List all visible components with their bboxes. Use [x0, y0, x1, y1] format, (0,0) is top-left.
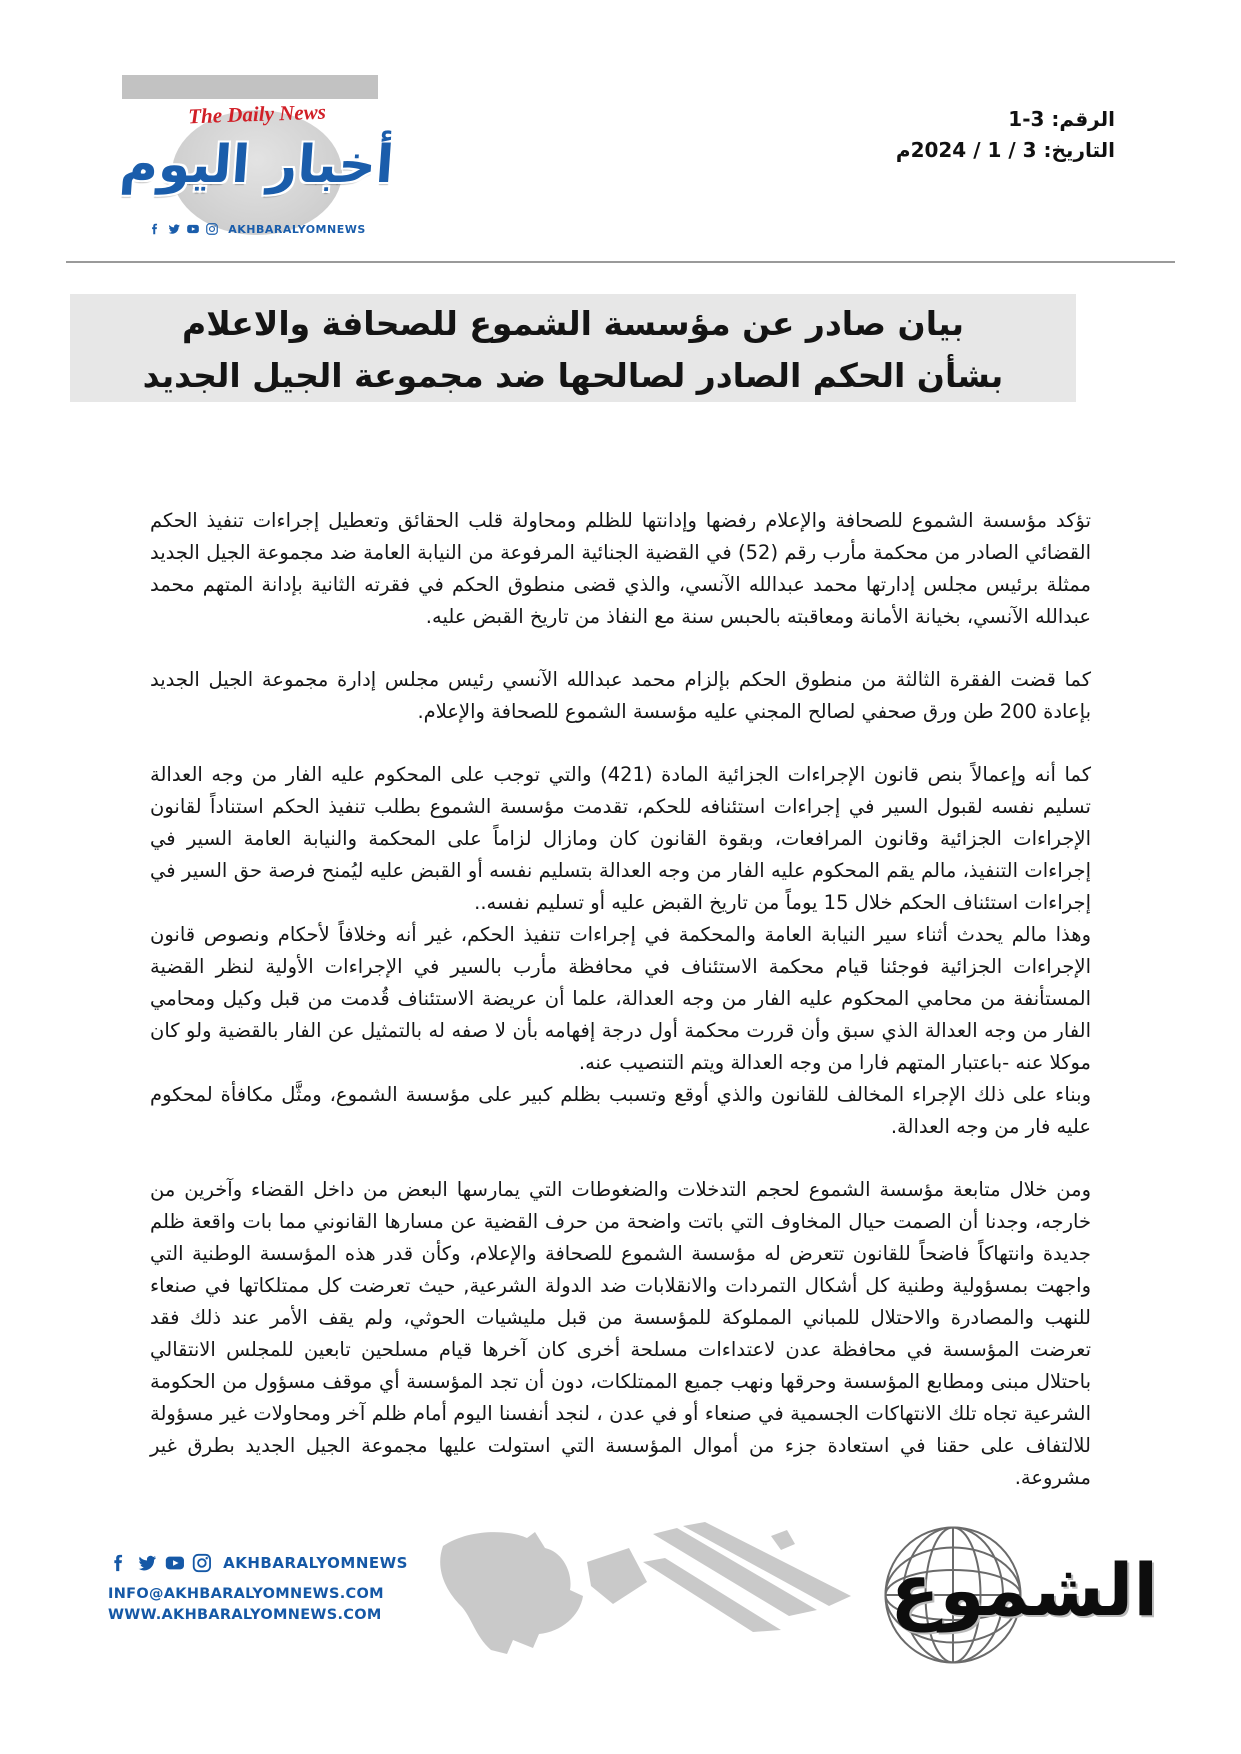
youtube-icon [186, 222, 200, 236]
instagram-icon [191, 1552, 213, 1574]
twitter-icon [167, 222, 181, 236]
alshumua-wordmark: الشموع [890, 1548, 1158, 1632]
paragraph: وهذا مالم يحدث أثناء سير النيابة العامة والمحكمة في إجراءات تنفيذ الحكم، غير أنه وخلافاً لأحكام ونصوص قانون الإجراءات الجزائية فوجئنا قيام محكمة الاستئناف في محافظة مأرب بالسير في الإجراءات الأولية لنظر القضية المستأنفة من محامي المحكوم عليه الفار من وجه العدالة، علما أن عريضة الاستئناف قُدمت من قبل وكيل ومحامي الفار من وجه العدالة الذي سبق وأن قررت محكمة أول درجة إفهامه بأن لا صفه له بالتمثيل عن الفار بالقضية ولو كان موكلا عنه -باعتبار المتهم فارا من وجه العدالة ويتم التنصيب عنه. [150, 923, 1091, 1074]
paragraph: وبناء على ذلك الإجراء المخالف للقانون والذي أوقع وتسبب بظلم كبير على مؤسسة الشموع، ومثَّل مكافأة لمحكوم عليه فار من وجه العدالة. [150, 1083, 1091, 1138]
instagram-icon [205, 222, 219, 236]
date-label: التاريخ: [1043, 138, 1115, 162]
statement-body [150, 505, 1091, 1494]
facebook-icon [108, 1552, 130, 1574]
statement-title-line2: بشأن الحكم الصادر لصالحها ضد مجموعة الجيل الجديد [142, 356, 1004, 395]
youtube-icon [164, 1552, 186, 1574]
statement-title-line1: بيان صادر عن مؤسسة الشموع للصحافة والاعلام [182, 304, 964, 343]
paragraph: ومن خلال متابعة مؤسسة الشموع لحجم التدخلات والضغوطات التي يمارسها البعض من داخل القضاء وآخرين من خارجه، وجدنا أن الصمت حيال المخاوف التي باتت واضحة من حرف القضية عن مسارها القانوني مما بات واقعة ظلم جديدة وانتهاكاً فاضحاً للقانون تتعرض له مؤسسة الشموع للصحافة والإعلام، وكأن قدر هذه المؤسسة الوطنية التي واجهت بمسؤولية وطنية كل أشكال التمردات والانقلابات ضد الدولة الشرعية, حيث تعرضت كل ممتلكاتها في صنعاء للنهب والمصادرة والاحتلال للمباني المملوكة للمؤسسة من قبل مليشيات الحوثي، ولم يقف الأمر عند ذلك فقد تعرضت المؤسسة في محافظة عدن لاعتداءات مسلحة أخرى كان آخرها قيام مسلحين تابعين للمجلس الانتقالي باحتلال مبنى ومطابع المؤسسة وحرقها ونهب جميع الممتلكات، دون أن تجد المؤسسة أي موقف مسؤول من الحكومة الشرعية تجاه تلك الانتهاكات الجسمية في صنعاء أو في عدن ، لنجد أنفسنا اليوم أمام ظلم آخر ومحاولات غير مسؤولة للالتفاف على حقنا في استعادة جزء من أموال المؤسسة التي استولت عليها مجموعة الجيل الجديد بطرق غير مشروعة. [150, 1178, 1091, 1489]
logo-social-handle: AKHBARALYOMNEWS [228, 222, 366, 236]
logo-social-row [112, 222, 402, 236]
date-line [896, 135, 1115, 166]
footer-website: WWW.AKHBARALYOMNEWS.COM [108, 1607, 382, 1623]
reference-number-label: الرقم: [1051, 107, 1115, 131]
reference-number-line [896, 104, 1115, 135]
footer-contact-block [108, 1552, 408, 1626]
paragraph: تؤكد مؤسسة الشموع للصحافة والإعلام رفضها وإدانتها للظلم ومحاولة قلب الحقائق وتعطيل إجراءات تنفيذ الحكم القضائي الصادر من محكمة مأرب رقم (52) في القضية الجنائية المرفوعة من النيابة العامة ضد مجموعة الجيل الجديد ممثلة برئيس مجلس إدارتها محمد عبدالله الآنسي، والذي قضى منطوق الحكم في فقرته الثانية بإدانة المتهم محمد عبدالله الآنسي، بخيانة الأمانة ومعاقبته بالحبس سنة مع النفاذ من تاريخ القبض عليه. [150, 509, 1092, 628]
facebook-icon [148, 222, 162, 236]
paragraph: كما أنه وإعمالاً بنص قانون الإجراءات الجزائية المادة (421) والتي توجب على المحكوم عليه الفار من وجه العدالة تسليم نفسه لقبول السير في إجراءات استئنافه للحكم، تقدمت مؤسسة الشموع بطلب تنفيذ الحكم استناداً لقانون الإجراءات الجزائية وقانون المرافعات، وبقوة القانون كان ومازال لزاماً على المحكمة والنيابة العامة السير في إجراءات التنفيذ، مالم يقم المحكوم عليه الفار من وجه العدالة بتسليم نفسه أو القبض عليه ليُمنح فرصة حق السير في إجراءات استئناف الحكم خلال 15 يوماً من تاريخ القبض عليه أو تسليم نفسه.. [150, 763, 1091, 914]
paragraph: كما قضت الفقرة الثالثة من منطوق الحكم بإلزام محمد عبدالله الآنسي رئيس مجلس إدارة مجموعة الجيل الجديد بإعادة 200 طن ورق صحفي لصالح المجني عليه مؤسسة الشموع للصحافة والإعلام. [150, 668, 1091, 723]
document-meta [896, 104, 1115, 166]
logo-name: أخبار اليوم [118, 135, 396, 195]
footer-social-row [108, 1552, 408, 1574]
footer-email: INFO@AKHBARALYOMNEWS.COM [108, 1586, 384, 1602]
akhbar-alyom-logo [112, 99, 402, 252]
twitter-icon [136, 1552, 158, 1574]
world-map-silhouette [415, 1518, 865, 1663]
statement-title [70, 294, 1076, 402]
reference-number-value: 3-1 [1008, 107, 1045, 131]
logo-tagline: The Daily News [187, 99, 327, 129]
footer-social-handle: AKHBARALYOMNEWS [223, 1554, 408, 1572]
date-value: 3 / 1 / 2024م [895, 138, 1037, 162]
header-separator-line [66, 261, 1175, 263]
letterhead-gray-bar [122, 75, 378, 99]
alshumua-publisher-logo [878, 1512, 1158, 1672]
